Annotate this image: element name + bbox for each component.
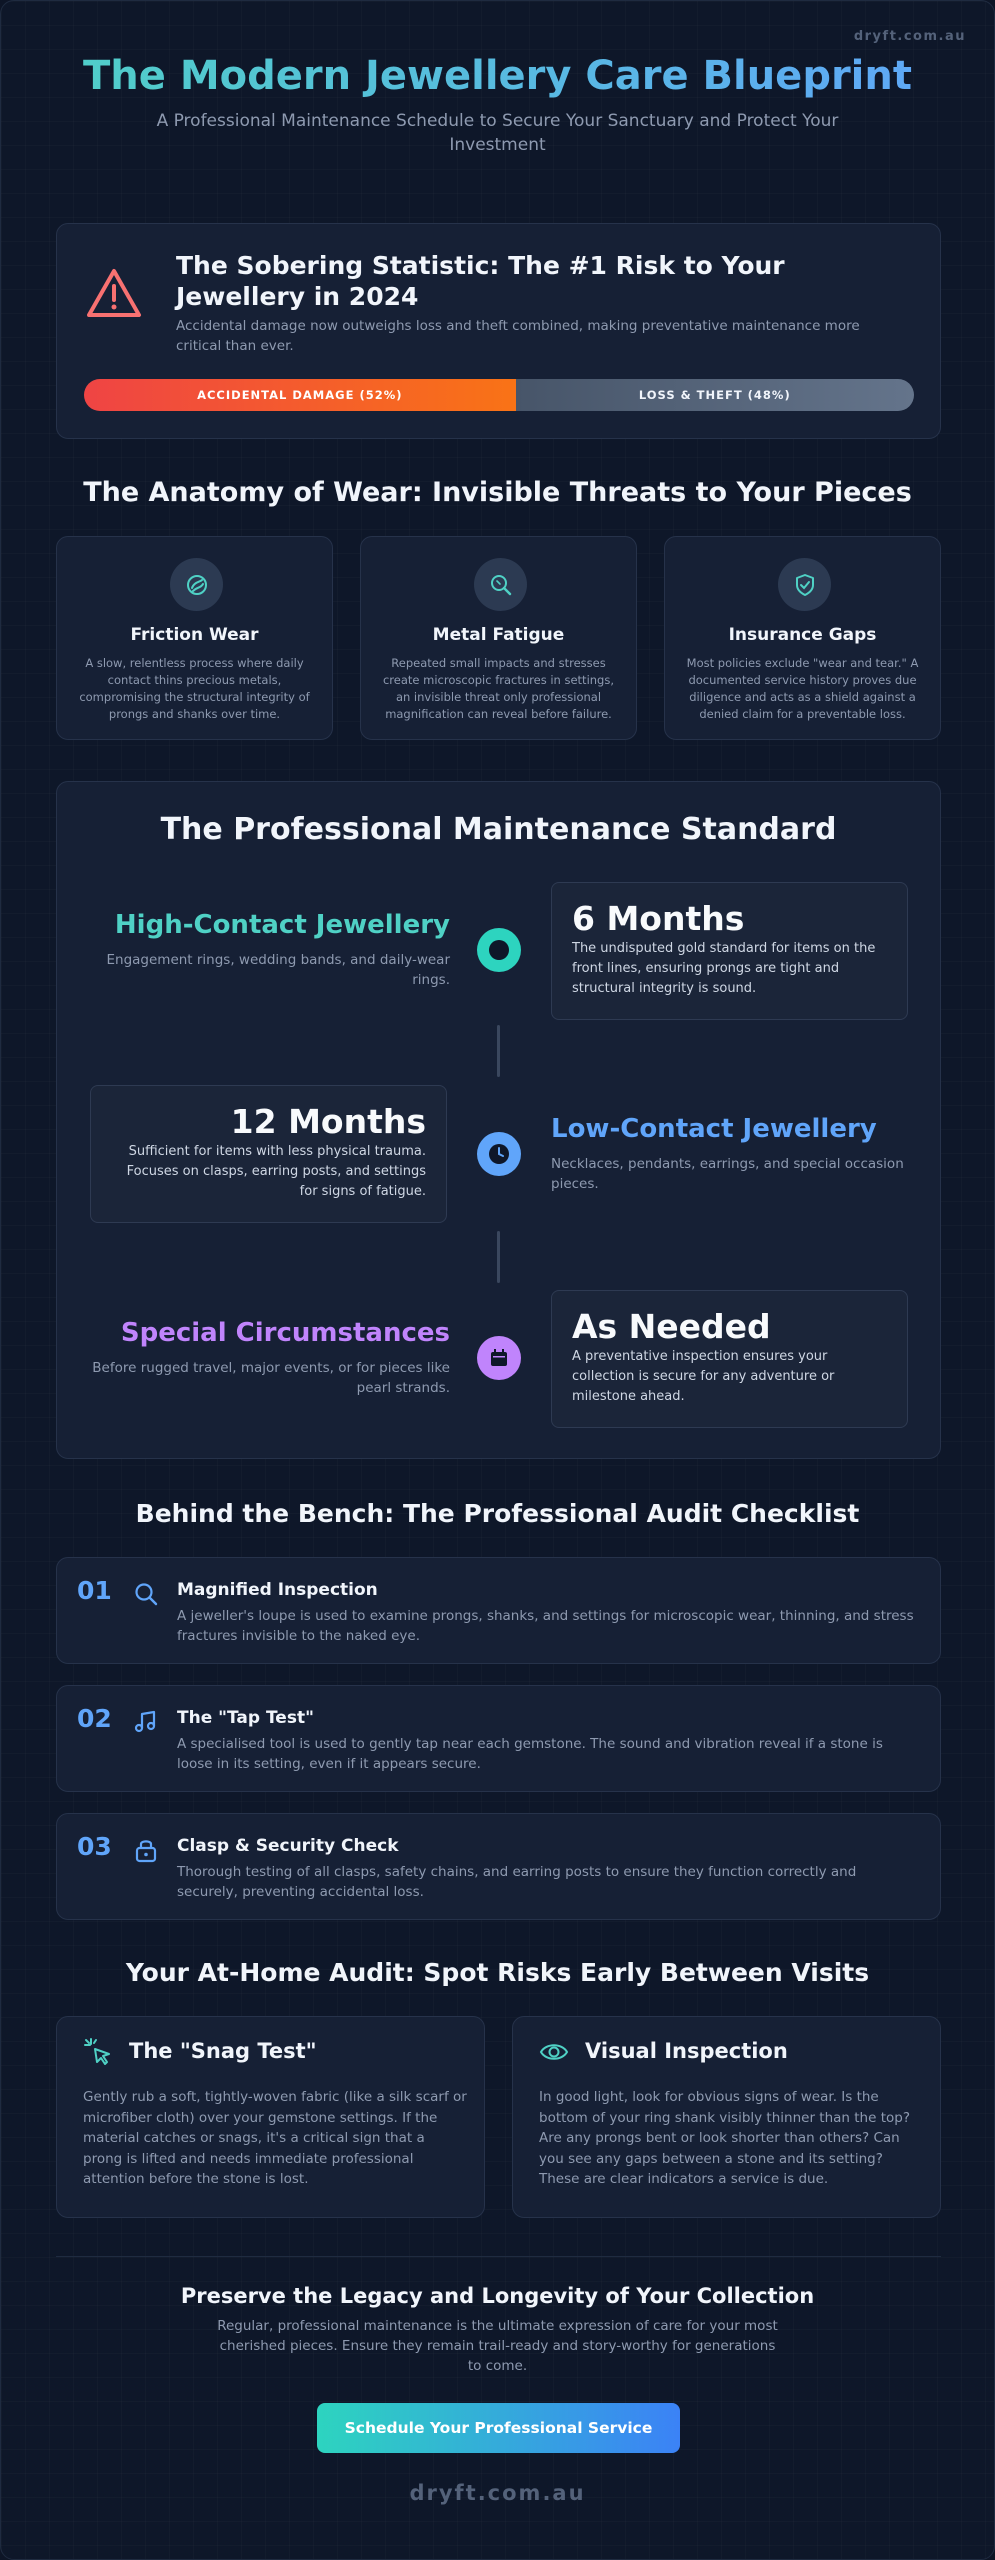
watermark-top: dryft.com.au (853, 29, 966, 44)
home-audit-card-description: In good light, look for obvious signs of wear. Is the bottom of your ring shank visibly thinner than the top? Are any prongs bent or look shorter than others? Can you see any gaps between a stone and its setting? These are clear indicators a service is due. (539, 2089, 910, 2187)
home-audit-card-visual (512, 2016, 941, 2218)
checklist-item (56, 1557, 941, 1664)
clock-icon (477, 1132, 521, 1176)
threat-name: Insurance Gaps (728, 625, 877, 645)
calendar-icon (477, 1336, 521, 1380)
statistic-title: The Sobering Statistic: The #1 Risk to Your Jewellery in 2024 (176, 251, 785, 311)
step-number: 03 (77, 1832, 112, 1861)
tier-label-low-contact: Low-Contact Jewellery (551, 1114, 877, 1144)
frequency-description: A preventative inspection ensures your collection is secure for any adventure or milestone ahead. (572, 1349, 835, 1404)
threat-name: Metal Fatigue (432, 625, 565, 645)
tier-description: Before rugged travel, major events, or for pieces like pearl strands. (92, 1360, 450, 1396)
threat-description: Repeated small impacts and stresses create microscopic fractures in settings, an invisible threat only professional magnification can reveal before failure. (382, 656, 614, 721)
frequency-description: The undisputed gold standard for items on the front lines, ensuring prongs are tight and structural integrity is sound. (572, 941, 876, 996)
section-divider (56, 2256, 941, 2257)
page-subtitle: A Professional Maintenance Schedule to Secure Your Sanctuary and Protect Your Investment (156, 111, 839, 155)
tier-description: Engagement rings, wedding bands, and daily-wear rings. (106, 952, 450, 988)
friction-swirl-icon (170, 558, 223, 611)
page-title: The Modern Jewellery Care Blueprint (1, 53, 994, 99)
cta-description: Regular, professional maintenance is the ultimate expression of care for your most cherished pieces. Ensure they remain trail-ready and story-worthy for generations to come. (217, 2318, 778, 2374)
home-audit-card-description: Gently rub a soft, tightly-woven fabric (like a silk scarf or microfiber cloth) over your gemstone settings. If the material catches or snags, it's a critical sign that a prong is lifted and needs immediate professional attention before the stone is lost. (83, 2089, 467, 2187)
frequency-box-12-months (90, 1085, 447, 1223)
step-number: 02 (77, 1704, 112, 1733)
threat-description: Most policies exclude "wear and tear." A documented service history proves due diligence and acts as a shield against a denied claim for a preventable loss. (686, 656, 919, 721)
checklist-item-description: A jeweller's loupe is used to examine prongs, shanks, and settings for microscopic wear, thinning, and stress fractures invisible to the naked eye. (177, 1608, 914, 1644)
maintenance-standard-card (56, 781, 941, 1459)
tier-description: Necklaces, pendants, earrings, and special occasion pieces. (551, 1156, 904, 1192)
threat-name: Friction Wear (130, 625, 259, 645)
accidental-damage-segment: ACCIDENTAL DAMAGE (52%) (84, 379, 516, 411)
cta-title: Preserve the Legacy and Longevity of Your Collection (180, 2284, 815, 2308)
timeline-connector (497, 1231, 500, 1283)
statistic-card (56, 223, 941, 439)
home-audit-card-title: The "Snag Test" (129, 2039, 317, 2063)
threat-card-insurance (664, 536, 941, 740)
tier-label-special: Special Circumstances (120, 1318, 450, 1348)
frequency-description: Sufficient for items with less physical trauma. Focuses on clasps, earring posts, and settings for signs of fatigue. (126, 1144, 426, 1199)
schedule-service-button[interactable]: Schedule Your Professional Service (317, 2403, 680, 2453)
frequency-value: As Needed (572, 1307, 771, 1346)
anatomy-title: The Anatomy of Wear: Invisible Threats to Your Pieces (83, 477, 912, 508)
home-audit-title: Your At-Home Audit: Spot Risks Early Between Visits (125, 1958, 870, 1987)
threat-description: A slow, relentless process where daily contact thins precious metals, compromising the structural integrity of prongs and shanks over time. (79, 656, 310, 721)
checklist-item (56, 1813, 941, 1920)
checklist-item (56, 1685, 941, 1792)
checklist-item-description: A specialised tool is used to gently tap near each gemstone. The sound and vibration reveal if a stone is loose in its setting, even if it appears secure. (177, 1736, 883, 1772)
risk-split-bar (84, 379, 914, 411)
home-audit-card-title: Visual Inspection (585, 2039, 788, 2063)
lock-icon (132, 1836, 160, 1864)
checklist-item-title: Magnified Inspection (177, 1580, 378, 1600)
frequency-box-6-months (551, 882, 908, 1020)
music-note-icon (132, 1708, 160, 1736)
cursor-click-icon (83, 2037, 113, 2067)
checklist-item-title: Clasp & Security Check (177, 1836, 399, 1856)
frequency-box-as-needed (551, 1290, 908, 1428)
checklist-item-description: Thorough testing of all clasps, safety chains, and earring posts to ensure they function correctly and securely, preventing accidental loss. (177, 1864, 857, 1900)
checklist-title: Behind the Bench: The Professional Audit Checklist (135, 1499, 860, 1528)
standard-title: The Professional Maintenance Standard (160, 812, 837, 847)
eye-icon (539, 2037, 569, 2067)
timeline-connector (497, 1025, 500, 1077)
checklist-item-title: The "Tap Test" (177, 1708, 314, 1728)
frequency-value: 12 Months (230, 1102, 426, 1141)
search-icon (132, 1580, 160, 1608)
tier-label-high-contact: High-Contact Jewellery (114, 910, 450, 940)
step-number: 01 (77, 1576, 112, 1605)
frequency-value: 6 Months (572, 899, 745, 938)
home-audit-card-snag (56, 2016, 485, 2218)
loss-theft-segment: LOSS & THEFT (48%) (516, 379, 914, 411)
warning-triangle-icon (85, 266, 143, 320)
threat-card-friction (56, 536, 333, 740)
statistic-description: Accidental damage now outweighs loss and theft combined, making preventative maintenance more critical than ever. (176, 318, 860, 354)
threat-card-fatigue (360, 536, 637, 740)
magnifier-icon (474, 558, 527, 611)
shield-check-icon (778, 558, 831, 611)
watermark-bottom: dryft.com.au (409, 2481, 586, 2505)
ring-icon (477, 928, 521, 972)
